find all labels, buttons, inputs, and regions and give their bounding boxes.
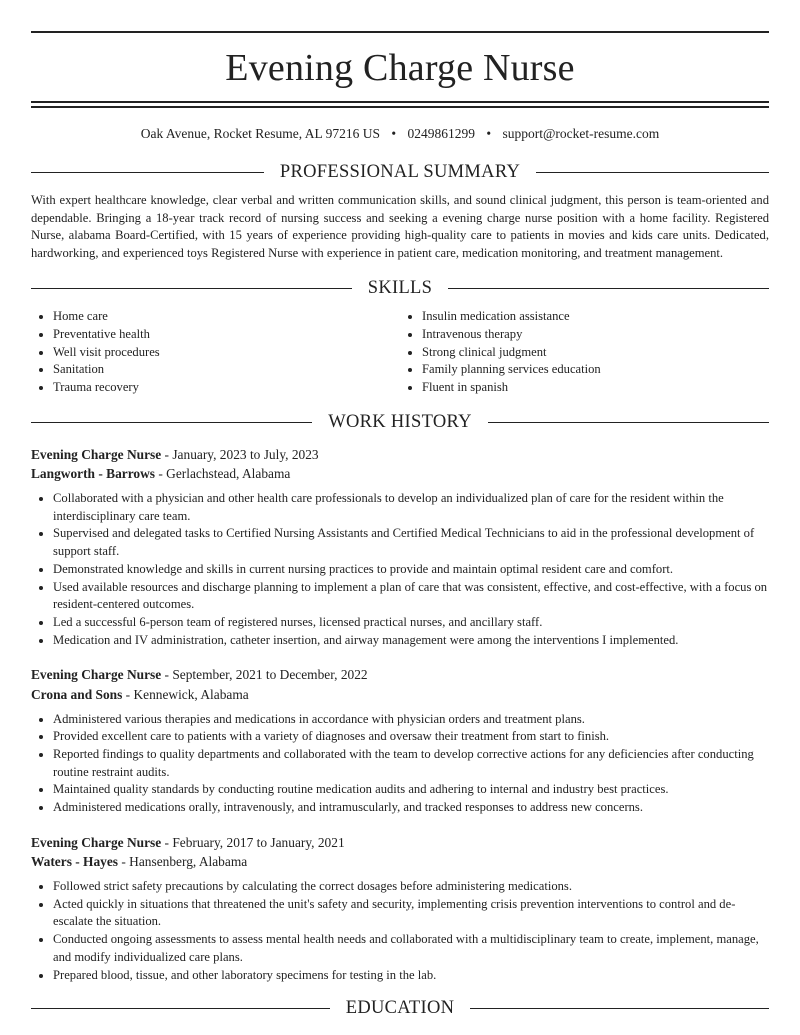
job-bullet: • Prepared blood, tissue, and other laboratory specimens for testing in the lab. xyxy=(53,967,769,985)
skill-item: • Insulin medication assistance xyxy=(422,308,769,326)
work-heading xyxy=(31,411,769,435)
job-entry xyxy=(31,445,769,650)
skill-item: • Strong clinical judgment xyxy=(422,344,769,362)
header-rule-2 xyxy=(31,106,769,108)
job-location: - Hansenberg, Alabama xyxy=(118,854,248,870)
summary-heading xyxy=(31,160,769,184)
skill-item: • Family planning services education xyxy=(422,361,769,379)
job-company-line xyxy=(31,464,769,484)
job-bullet: • Medication and IV administration, catheter insertion, and airway management were among the interventions I implemented. xyxy=(53,632,769,650)
heading-rule xyxy=(488,422,769,423)
job-bullet: • Supervised and delegated tasks to Certified Nursing Assistants and Certified Medical Technicians to aid in the professional development of support staff. xyxy=(53,525,769,560)
job-bullet: • Followed strict safety precautions by calculating the correct dosages before administering medications. xyxy=(53,878,769,896)
skill-item: • Well visit procedures xyxy=(53,344,400,362)
job-location: - Gerlachstead, Alabama xyxy=(155,466,291,482)
job-dates: - January, 2023 to July, 2023 xyxy=(161,446,319,462)
job-company-line xyxy=(31,685,769,705)
heading-rule xyxy=(31,1008,330,1009)
job-bullet: • Administered various therapies and medications in accordance with physician orders and treatment plans. xyxy=(53,711,769,729)
contact-phone: 0249861299 xyxy=(407,126,475,141)
skill-item: • Home care xyxy=(53,308,400,326)
work-title: WORK HISTORY xyxy=(328,412,472,433)
skill-item: • Trauma recovery xyxy=(53,379,400,397)
skills-title: SKILLS xyxy=(367,277,433,298)
job-dates: - September, 2021 to December, 2022 xyxy=(161,667,368,683)
job-bullets xyxy=(31,490,769,649)
job-bullet: • Maintained quality standards by conducting routine medication audits and adhering to internal and industry best practices. xyxy=(53,781,769,799)
job-bullet: • Collaborated with a physician and other health care professionals to develop an individualized plan of care for the resident within the interdisciplinary care team. xyxy=(53,490,769,525)
header-rule-1 xyxy=(31,101,769,103)
job-dates: - February, 2017 to January, 2021 xyxy=(161,834,345,850)
job-bullet: • Acted quickly in situations that threatened the unit's safety and security, implementing crisis prevention interventions to control and de-escalate the situation. xyxy=(53,896,769,931)
job-bullets xyxy=(31,711,769,817)
skill-item: • Preventative health xyxy=(53,326,400,344)
skills-column-left xyxy=(31,308,400,397)
job-bullet: • Administered medications orally, intravenously, and intramuscularly, and tracked responses to address new concerns. xyxy=(53,799,769,817)
heading-rule xyxy=(31,422,312,423)
job-title-line xyxy=(31,833,769,853)
education-title: EDUCATION xyxy=(345,997,455,1018)
job-title: Evening Charge Nurse xyxy=(31,834,162,850)
summary-text: With expert healthcare knowledge, clear verbal and written communication skills, and sound clinical judgment, this person is team-oriented and dependable. Bringing a 18-year track record of nursing success and seeking a evening charge nurse position with a home facility. Registered Nurse, alabama Board-Certified, with 15 years of experience providing high-quality care to patients in movies and kids care units. Dedicated, hardworking, and experienced toys Registered Nurse with experience in patient care, medication monitoring, and treatment management. xyxy=(31,193,769,260)
job-company: Crona and Sons xyxy=(31,687,123,702)
heading-rule xyxy=(536,172,769,173)
heading-rule xyxy=(31,172,264,173)
skill-item: • Fluent in spanish xyxy=(422,379,769,397)
job-bullet: • Conducted ongoing assessments to assess mental health needs and collaborated with a multidisciplinary team to create, implement, manage, and modify individualized care plans. xyxy=(53,931,769,966)
job-company: Waters - Hayes xyxy=(31,854,119,870)
job-title: Evening Charge Nurse xyxy=(31,667,162,683)
summary-title: PROFESSIONAL SUMMARY xyxy=(279,161,521,182)
job-bullet: • Demonstrated knowledge and skills in current nursing practices to provide and maintain optimal resident care and comfort. xyxy=(53,561,769,579)
job-title-line xyxy=(31,445,769,465)
job-entry xyxy=(31,665,769,816)
job-location: - Kennewick, Alabama xyxy=(122,687,249,702)
job-entry xyxy=(31,833,769,984)
heading-rule xyxy=(470,1008,769,1009)
top-rule xyxy=(31,31,769,33)
contact-line xyxy=(31,126,769,146)
job-title-line xyxy=(31,665,769,685)
skill-item: • Sanitation xyxy=(53,361,400,379)
skills-heading xyxy=(31,276,769,300)
education-heading xyxy=(31,996,769,1020)
job-company-line xyxy=(31,852,769,872)
job-company: Langworth - Barrows xyxy=(31,466,155,482)
contact-separator: • xyxy=(391,126,397,141)
resume-page xyxy=(31,0,769,1020)
job-bullet: • Used available resources and discharge planning to implement a plan of care that was consistent, effective, and cost-effective, with a focus on resident-centered outcomes. xyxy=(53,579,769,614)
contact-address: Oak Avenue, Rocket Resume, AL 97216 US xyxy=(140,126,380,141)
job-title: Evening Charge Nurse xyxy=(31,446,162,462)
skill-item: • Intravenous therapy xyxy=(422,326,769,344)
resume-name: Evening Charge Nurse xyxy=(225,47,575,89)
contact-email[interactable]: support@rocket-resume.com xyxy=(502,126,660,141)
job-bullet: • Led a successful 6-person team of registered nurses, licensed practical nurses, and ancillary staff. xyxy=(53,614,769,632)
heading-rule xyxy=(448,288,769,289)
job-bullet: • Reported findings to quality departments and collaborated with the team to develop corrective actions for any deficiencies after conducting routine restraint audits. xyxy=(53,746,769,781)
job-bullets xyxy=(31,878,769,984)
heading-rule xyxy=(31,288,352,289)
contact-separator: • xyxy=(486,126,492,141)
job-bullet: • Provided excellent care to patients with a variety of diagnoses and oversaw their treatment from start to finish. xyxy=(53,728,769,746)
skills-column-right xyxy=(400,308,769,397)
skills-list xyxy=(31,308,769,397)
